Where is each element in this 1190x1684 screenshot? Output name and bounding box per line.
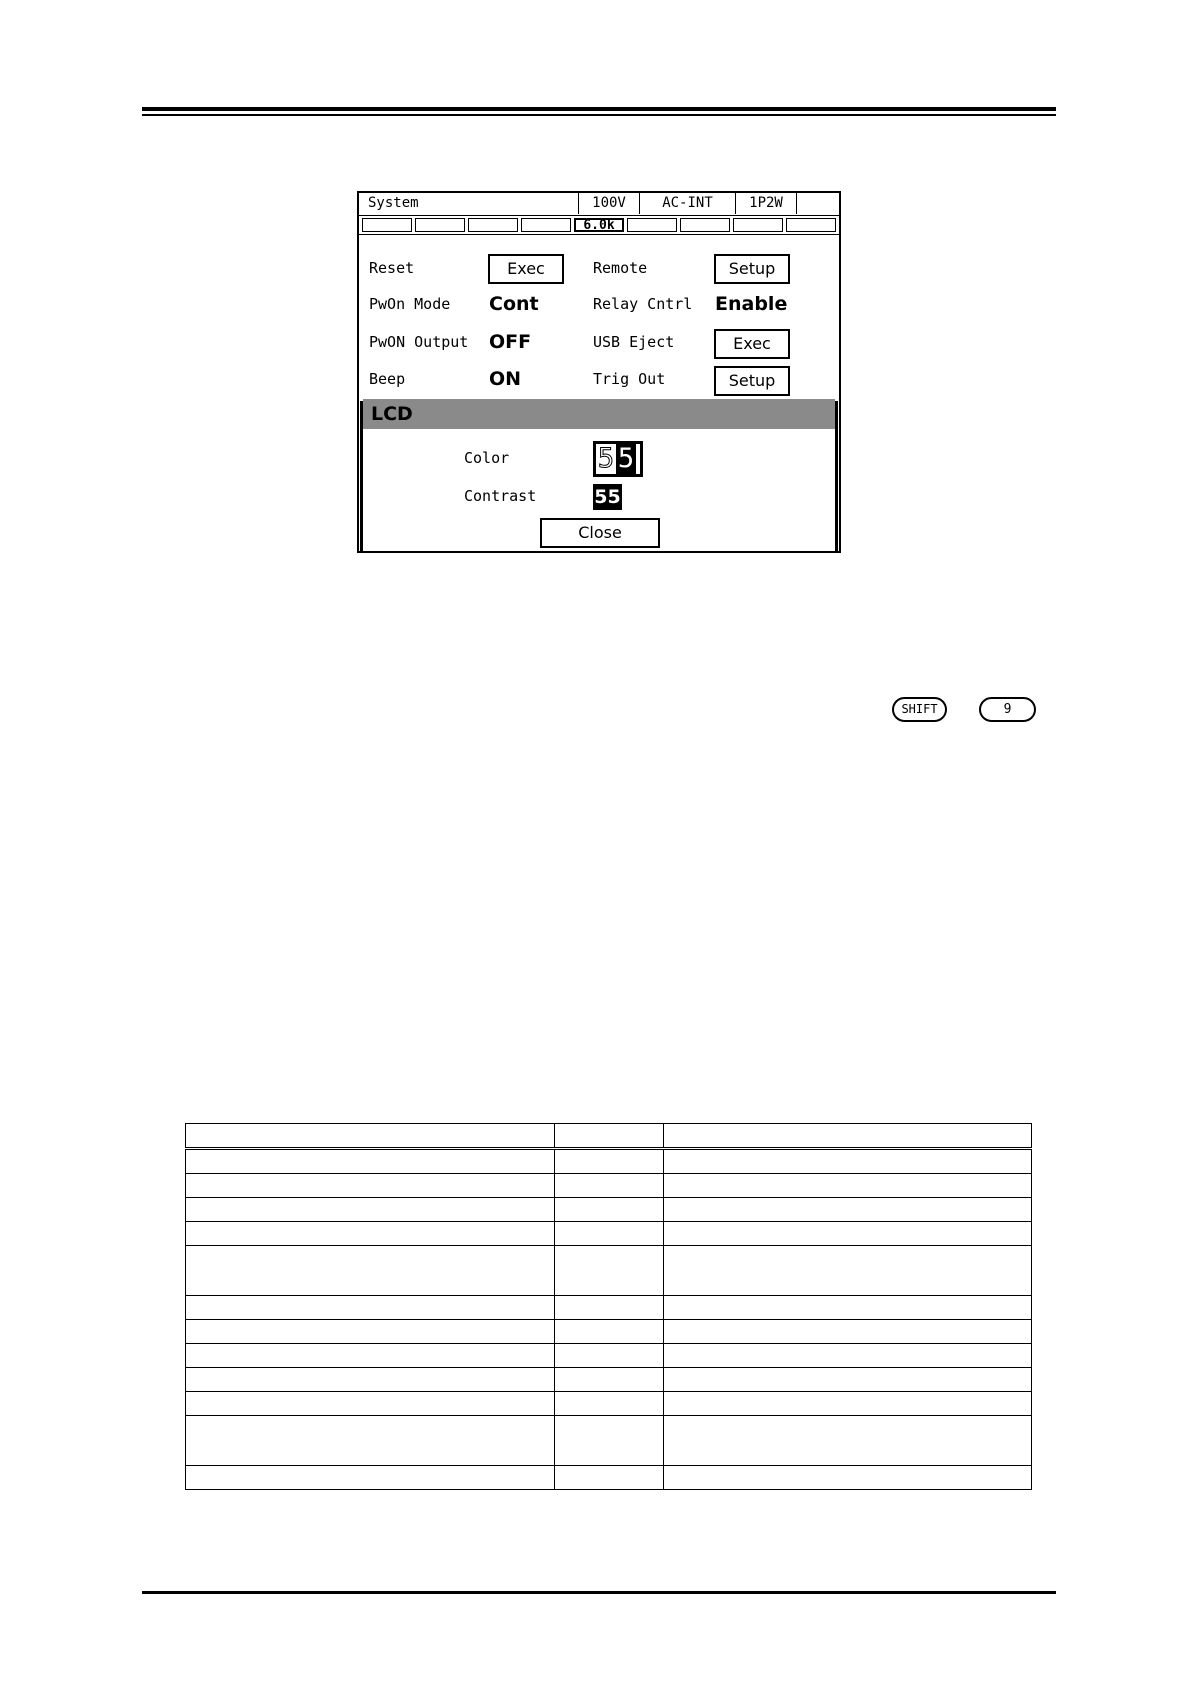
table-cell xyxy=(555,1416,664,1466)
table-cell xyxy=(186,1296,555,1320)
header-rule-thick xyxy=(142,107,1056,111)
table-cell xyxy=(186,1174,555,1198)
table-cell xyxy=(186,1368,555,1392)
table-cell xyxy=(186,1392,555,1416)
remote-label: Remote xyxy=(593,259,648,277)
status-extra xyxy=(797,193,839,214)
table-header-row xyxy=(186,1124,1032,1149)
table-cell xyxy=(664,1466,1032,1490)
color-input[interactable] xyxy=(593,441,643,477)
table-cell xyxy=(555,1198,664,1222)
status-wiring: 1P2W xyxy=(736,193,797,214)
status-bar xyxy=(359,193,839,216)
table-row xyxy=(186,1198,1032,1222)
header-rule-thin xyxy=(142,114,1056,116)
table-cell xyxy=(664,1368,1032,1392)
table-row xyxy=(186,1344,1032,1368)
meter-segment xyxy=(415,218,465,232)
relay-cntrl-label: Relay Cntrl xyxy=(593,295,693,313)
settings-table xyxy=(185,1123,1032,1490)
table-cell xyxy=(555,1296,664,1320)
table-cell xyxy=(186,1149,555,1174)
table-row xyxy=(186,1246,1032,1296)
pwon-mode-value[interactable]: Cont xyxy=(489,293,539,315)
color-label: Color xyxy=(464,449,510,467)
meter-segment xyxy=(627,218,677,232)
color-digit-tens: 5 xyxy=(597,443,615,474)
table-cell xyxy=(555,1368,664,1392)
table-cell xyxy=(186,1416,555,1466)
nine-key-icon: 9 xyxy=(979,697,1036,722)
table-row xyxy=(186,1222,1032,1246)
close-button[interactable]: Close xyxy=(540,518,660,548)
beep-value[interactable]: ON xyxy=(489,368,522,390)
usb-eject-label: USB Eject xyxy=(593,333,675,351)
meter-segment xyxy=(786,218,836,232)
meter-segment xyxy=(362,218,412,232)
status-title: System xyxy=(359,193,579,214)
usb-eject-exec-button[interactable]: Exec xyxy=(714,329,790,359)
table-cell xyxy=(555,1246,664,1296)
status-voltage: 100V xyxy=(579,193,640,214)
trig-out-setup-button[interactable]: Setup xyxy=(714,366,790,396)
table-cell xyxy=(555,1222,664,1246)
reset-label: Reset xyxy=(369,259,415,277)
table-cell xyxy=(664,1198,1032,1222)
level-meter xyxy=(359,216,839,235)
contrast-value[interactable]: 55 xyxy=(594,486,621,508)
meter-segment-active: 6.0k xyxy=(574,218,624,232)
table-cell xyxy=(664,1320,1032,1344)
table-cell xyxy=(555,1174,664,1198)
table-cell xyxy=(555,1466,664,1490)
table-row xyxy=(186,1416,1032,1466)
table-cell xyxy=(555,1392,664,1416)
table-row xyxy=(186,1174,1032,1198)
table-row xyxy=(186,1320,1032,1344)
table-cell xyxy=(555,1124,664,1149)
table-cell xyxy=(555,1344,664,1368)
beep-label: Beep xyxy=(369,370,406,388)
pwon-mode-label: PwOn Mode xyxy=(369,295,451,313)
table-cell xyxy=(186,1198,555,1222)
footer-rule xyxy=(142,1591,1056,1594)
table-cell xyxy=(664,1174,1032,1198)
table-cell xyxy=(664,1416,1032,1466)
reset-exec-button[interactable]: Exec xyxy=(488,254,564,284)
table-cell xyxy=(664,1344,1032,1368)
remote-setup-button[interactable]: Setup xyxy=(714,254,790,284)
meter-segment xyxy=(680,218,730,232)
pwon-output-label: PwON Output xyxy=(369,333,469,351)
table-cell xyxy=(664,1296,1032,1320)
table-cell xyxy=(664,1149,1032,1174)
shift-key-icon: SHIFT xyxy=(892,697,947,722)
dialog-title: LCD xyxy=(363,399,835,429)
table-cell xyxy=(664,1124,1032,1149)
table-cell xyxy=(186,1344,555,1368)
relay-cntrl-value[interactable]: Enable xyxy=(715,293,788,315)
dialog-border-right xyxy=(835,401,838,551)
table-cell xyxy=(186,1320,555,1344)
color-digit-ones: 5 xyxy=(617,443,635,474)
table-cell xyxy=(664,1246,1032,1296)
table-cell xyxy=(555,1320,664,1344)
table-cell xyxy=(186,1466,555,1490)
table-cell xyxy=(186,1124,555,1149)
table-row xyxy=(186,1368,1032,1392)
table-cell xyxy=(555,1149,664,1174)
table-row xyxy=(186,1392,1032,1416)
pwon-output-value[interactable]: OFF xyxy=(489,331,532,353)
table-cell xyxy=(664,1392,1032,1416)
status-source: AC-INT xyxy=(640,193,736,214)
trig-out-label: Trig Out xyxy=(593,370,666,388)
meter-segment xyxy=(733,218,783,232)
lcd-screen xyxy=(357,191,841,553)
table-cell xyxy=(186,1246,555,1296)
table-row xyxy=(186,1296,1032,1320)
meter-segment xyxy=(521,218,571,232)
table-row xyxy=(186,1466,1032,1490)
contrast-label: Contrast xyxy=(464,487,537,505)
table-row xyxy=(186,1149,1032,1174)
table-cell xyxy=(186,1222,555,1246)
table-cell xyxy=(664,1222,1032,1246)
meter-segment xyxy=(468,218,518,232)
